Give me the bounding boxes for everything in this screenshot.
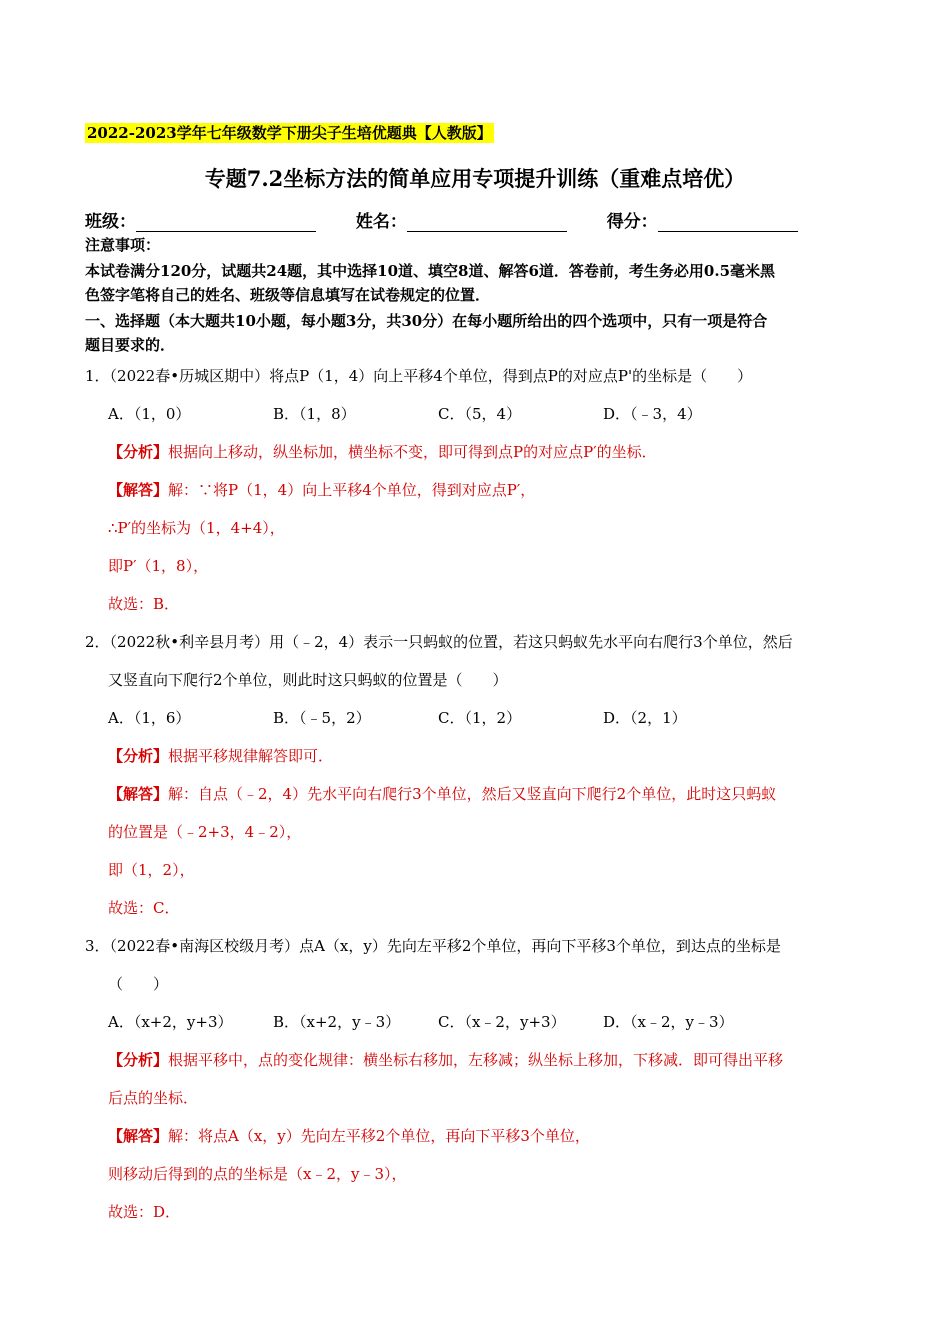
q1-option-a: A．（1，0）	[108, 405, 191, 423]
q2-option-a: A．（1，6）	[108, 709, 191, 727]
q1-step-1: ∴P′的坐标为（1，4+4），	[108, 519, 285, 537]
q1-solution-text: 解：∵将P（1，4）向上平移4个单位，得到对应点P′，	[168, 481, 536, 499]
q3-option-d: D．（x﹣2，y﹣3）	[603, 1013, 734, 1031]
class-label: 班级：	[85, 212, 136, 232]
q2-step-3: 故选：C．	[108, 899, 180, 917]
notice-line-2: 色签字笔将自己的姓名、班级等信息填写在试卷规定的位置．	[85, 286, 491, 304]
q2-solution	[108, 783, 776, 804]
class-field	[136, 217, 316, 232]
section-heading-line-1: 一、选择题（本大题共10小题，每小题3分，共30分）在每小题所给出的四个选项中，只有一项是符合	[85, 312, 768, 330]
q3-step-1: 则移动后得到的点的坐标是（x﹣2，y﹣3），	[108, 1165, 407, 1183]
q1-options	[108, 403, 768, 424]
notice-line-1: 本试卷满分120分，试题共24题，其中选择10道、填空8道、解答6道．答卷前，考生务必用0.5毫米黑	[85, 262, 776, 280]
page-title: 专题7.2坐标方法的简单应用专项提升训练（重难点培优）	[204, 166, 746, 191]
section-heading-line-2: 题目要求的．	[85, 336, 176, 354]
score-field	[658, 217, 798, 232]
q2-stem-line-2: 又竖直向下爬行2个单位，则此时这只蚂蚁的位置是（ ）	[108, 671, 508, 689]
q2-stem-line-1: 2．（2022秋•利辛县月考）用（﹣2，4）表示一只蚂蚁的位置，若这只蚂蚁先水平向右爬行3个单位，然后	[85, 633, 793, 651]
info-line	[85, 207, 798, 232]
solution-tag: 【解答】	[108, 481, 169, 499]
q2-options	[108, 707, 768, 728]
q1-option-b: B．（1，8）	[273, 405, 356, 423]
analysis-tag: 【分析】	[108, 1051, 169, 1069]
q3-stem-line-1: 3．（2022春•南海区校级月考）点A（x，y）先向左平移2个单位，再向下平移3个单位，到达点的坐标是	[85, 937, 781, 955]
q3-options	[108, 1011, 768, 1032]
q1-analysis-text: 根据向上移动，纵坐标加，横坐标不变，即可得到点P的对应点P′的坐标．	[168, 443, 657, 461]
notice-heading: 注意事项：	[85, 236, 161, 254]
solution-tag: 【解答】	[108, 785, 169, 803]
banner-text: 2022-2023学年七年级数学下册尖子生培优题典【人教版】	[87, 124, 492, 142]
q2-step-1: 的位置是（﹣2+3，4﹣2），	[108, 823, 302, 841]
q3-analysis-line-2: 后点的坐标．	[108, 1089, 199, 1107]
q2-solution-text: 解：自点（﹣2，4）先水平向右爬行3个单位，然后又竖直向下爬行2个单位，此时这只蚂蚁	[168, 785, 777, 803]
q2-analysis-text: 根据平移规律解答即可．	[168, 747, 334, 765]
q2-analysis	[108, 745, 333, 766]
analysis-tag: 【分析】	[108, 443, 169, 461]
q3-analysis	[108, 1049, 783, 1070]
solution-tag: 【解答】	[108, 1127, 169, 1145]
name-field	[407, 217, 567, 232]
q2-option-b: B．（﹣5，2）	[273, 709, 371, 727]
q1-option-d: D．（﹣3，4）	[603, 405, 702, 423]
q3-analysis-text: 根据平移中，点的变化规律：横坐标右移加，左移减；纵坐标上移加，下移减．即可得出平移	[168, 1051, 784, 1069]
q3-stem-line-2: （ ）	[108, 975, 169, 993]
banner	[85, 122, 494, 143]
q2-option-d: D．（2，1）	[603, 709, 687, 727]
q3-step-2: 故选：D．	[108, 1203, 181, 1221]
q1-option-c: C．（5，4）	[438, 405, 522, 423]
q3-option-c: C．（x﹣2，y+3）	[438, 1013, 566, 1031]
score-label: 得分：	[606, 212, 658, 232]
q3-solution-text: 解：将点A（x，y）先向左平移2个单位，再向下平移3个单位，	[168, 1127, 590, 1145]
q1-solution	[108, 479, 535, 500]
q2-step-2: 即（1，2），	[108, 861, 195, 879]
name-label: 姓名：	[355, 212, 407, 232]
q1-analysis	[108, 441, 657, 462]
q1-stem: 1．（2022春•历城区期中）将点P（1，4）向上平移4个单位，得到点P的对应点P'的坐标是（ ）	[85, 367, 753, 385]
q3-option-b: B．（x+2，y﹣3）	[273, 1013, 401, 1031]
analysis-tag: 【分析】	[108, 747, 169, 765]
q2-option-c: C．（1，2）	[438, 709, 522, 727]
q1-step-2: 即P′（1，8），	[108, 557, 209, 575]
q3-option-a: A．（x+2，y+3）	[108, 1013, 233, 1031]
q1-step-3: 故选：B．	[108, 595, 180, 613]
q3-solution	[108, 1125, 590, 1146]
